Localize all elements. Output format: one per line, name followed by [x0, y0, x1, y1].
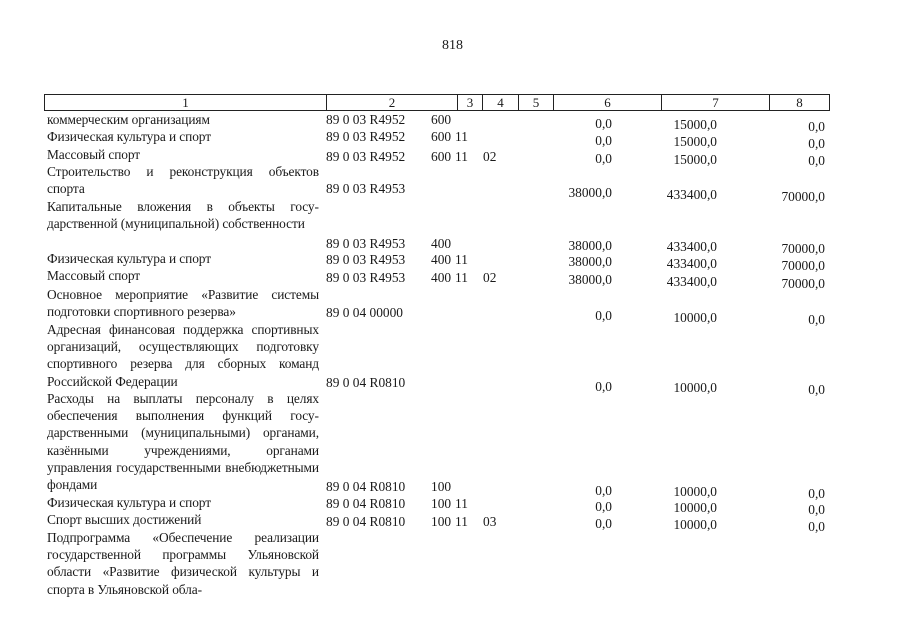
header-col-2: 2: [327, 95, 458, 110]
row-value-8: 70000,0: [781, 258, 825, 273]
row-col5: 02: [483, 270, 497, 285]
row-value-7: 15000,0: [673, 117, 717, 132]
header-col-1: 1: [45, 95, 327, 110]
row-name: Строительство и реконструкция объектов спорта: [47, 164, 319, 197]
row-code: 89 0 04 R0810: [326, 514, 406, 529]
row-value-6: 38000,0: [568, 238, 612, 253]
row-value-8: 0,0: [808, 153, 825, 168]
row-code: 89 0 04 R0810: [326, 375, 406, 390]
header-col-6: 6: [554, 95, 662, 110]
row-value-8: 70000,0: [781, 276, 825, 291]
row-name: Основное мероприятие «Развитие системы подготовки спортивного резерва»: [47, 287, 319, 320]
row-col5: 02: [483, 149, 497, 164]
row-value-7: 10000,0: [673, 517, 717, 532]
row-col3: 400: [431, 252, 452, 267]
row-code: 89 0 03 R4952: [326, 129, 406, 144]
row-name: Спорт высших достижений: [47, 512, 202, 527]
row-name: Капитальные вложения в объекты государственной (муниципальной) собственности: [47, 199, 319, 232]
row-value-7: 10000,0: [673, 484, 717, 499]
row-value-8: 0,0: [808, 382, 825, 397]
row-value-8: 0,0: [808, 486, 825, 501]
row-code: 89 0 04 R0810: [326, 479, 406, 494]
row-code: 89 0 03 R4953: [326, 270, 406, 285]
header-col-8: 8: [796, 95, 803, 110]
row-value-8: 0,0: [808, 502, 825, 517]
row-value-8: 0,0: [808, 136, 825, 151]
row-code: 89 0 03 R4953: [326, 181, 406, 196]
row-value-8: 70000,0: [781, 189, 825, 204]
row-code: 89 0 04 00000: [326, 305, 403, 320]
row-value-7: 433400,0: [666, 239, 717, 254]
row-col3: 400: [431, 236, 452, 251]
row-code: 89 0 03 R4952: [326, 112, 406, 127]
row-col3: 600: [431, 149, 452, 164]
row-col4: 11: [455, 129, 468, 144]
row-col4: 11: [455, 270, 468, 285]
row-value-6: 0,0: [595, 116, 612, 131]
row-name: Физическая культура и спорт: [47, 495, 211, 510]
row-col3: 100: [431, 479, 452, 494]
row-col3: 600: [431, 112, 452, 127]
row-name: Массовый спорт: [47, 268, 141, 283]
row-name: Подпрограмма «Обеспечение реализации государственной программы Ульяновской области «Развитие физической культуры и спорта в Ульяновской обла-: [47, 530, 319, 597]
header-col-4: 4: [483, 95, 519, 110]
row-value-6: 0,0: [595, 151, 612, 166]
row-code: 89 0 03 R4953: [326, 252, 406, 267]
row-value-6: 0,0: [595, 308, 612, 323]
row-value-7: 10000,0: [673, 500, 717, 515]
row-value-7: 10000,0: [673, 380, 717, 395]
row-col3: 100: [431, 496, 452, 511]
row-col3: 400: [431, 270, 452, 285]
row-col4: 11: [455, 514, 468, 529]
row-name: Физическая культура и спорт: [47, 129, 211, 144]
row-value-6: 0,0: [595, 133, 612, 148]
row-name: коммерческим организациям: [47, 112, 210, 127]
row-value-6: 38000,0: [568, 185, 612, 200]
row-value-7: 433400,0: [666, 274, 717, 289]
row-col3: 100: [431, 514, 452, 529]
row-col4: 11: [455, 496, 468, 511]
row-value-6: 38000,0: [568, 254, 612, 269]
header-col-3: 3: [458, 95, 483, 110]
row-value-6: 0,0: [595, 379, 612, 394]
row-col4: 11: [455, 252, 468, 267]
row-name: Физическая культура и спорт: [47, 251, 211, 266]
row-value-6: 0,0: [595, 499, 612, 514]
row-value-6: 0,0: [595, 483, 612, 498]
row-value-6: 38000,0: [568, 272, 612, 287]
row-col4: 11: [455, 149, 468, 164]
row-value-8: 0,0: [808, 312, 825, 327]
row-name: Расходы на выплаты персоналу в целях обеспечения выполнения функций государственными (муниципальными) органами, казёнными учреждениями, органами управления государственными внебюджетными фондами: [47, 391, 319, 493]
table-header: [44, 94, 830, 111]
row-name: Массовый спорт: [47, 147, 141, 162]
row-value-7: 15000,0: [673, 152, 717, 167]
page-number: 818: [442, 38, 463, 53]
row-value-7: 433400,0: [666, 256, 717, 271]
row-code: 89 0 03 R4952: [326, 149, 406, 164]
row-value-8: 0,0: [808, 519, 825, 534]
row-value-8: 70000,0: [781, 241, 825, 256]
row-col3: 600: [431, 129, 452, 144]
row-value-7: 10000,0: [673, 310, 717, 325]
row-value-6: 0,0: [595, 516, 612, 531]
row-value-8: 0,0: [808, 119, 825, 134]
row-value-7: 15000,0: [673, 134, 717, 149]
row-code: 89 0 04 R0810: [326, 496, 406, 511]
row-value-7: 433400,0: [666, 187, 717, 202]
header-col-5: 5: [519, 95, 554, 110]
row-name: Адресная финансовая поддержка спортивных организаций, осуществляющих подготовку спортивного резерва для сборных команд Российской Федерации: [47, 322, 319, 389]
header-col-7: 7: [662, 95, 770, 110]
row-col5: 03: [483, 514, 497, 529]
row-code: 89 0 03 R4953: [326, 236, 406, 251]
